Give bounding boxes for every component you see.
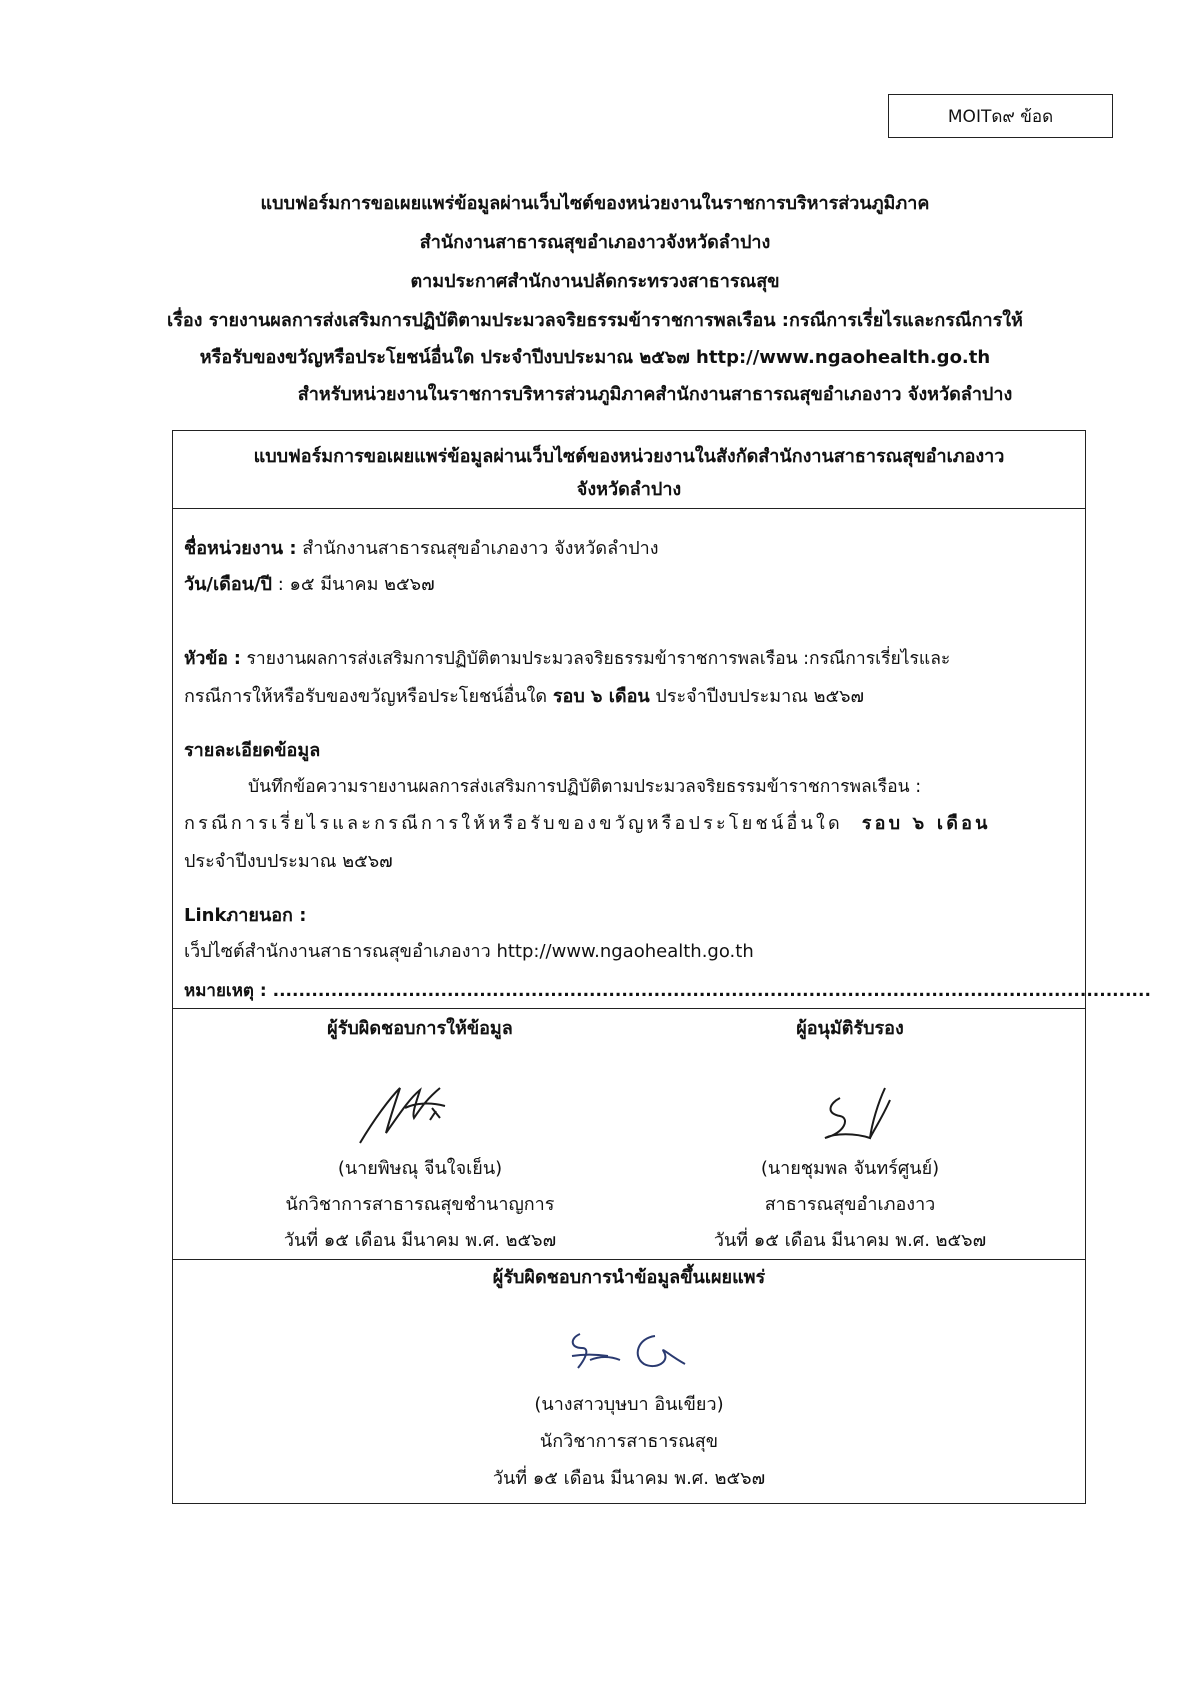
- topic-label: หัวข้อ :: [184, 649, 241, 669]
- detail-line-3: ประจำปีงบประมาณ ๒๕๖๗: [184, 851, 393, 872]
- date-row: [184, 574, 435, 596]
- date-value: : ๑๕ มีนาคม ๒๕๖๗: [277, 574, 435, 595]
- link-label: Linkภายนอก :: [184, 905, 307, 926]
- publisher-position: นักวิชาการสาธารณสุข: [539, 1431, 719, 1452]
- publisher-heading: ผู้รับผิดชอบการนำข้อมูลขึ้นเผยแพร่: [492, 1267, 766, 1288]
- topic-line-2: [184, 686, 864, 708]
- document-code-box: [888, 94, 1113, 138]
- form-title-line-2: จังหวัดลำปาง: [576, 479, 682, 500]
- right-signer-date: วันที่ ๑๕ เดือน มีนาคม พ.ศ. ๒๕๖๗: [713, 1230, 987, 1251]
- detail-period: รอบ ๖ เดือน: [861, 813, 991, 834]
- unit-row: [184, 538, 659, 560]
- header-line-2: สำนักงานสาธารณสุขอำเภองาวจังหวัดลำปาง: [419, 232, 771, 253]
- left-signer-name: (นายพิษณุ จีนใจเย็น): [337, 1158, 503, 1179]
- right-signer-position: สาธารณสุขอำเภองาว: [764, 1194, 936, 1215]
- right-signature-image: [800, 1078, 910, 1148]
- unit-value: สำนักงานสาธารณสุขอำเภองาว จังหวัดลำปาง: [302, 538, 659, 559]
- bottom-signature-image: [560, 1326, 710, 1382]
- form-title-line-1: แบบฟอร์มการขอเผยแพร่ข้อมูลผ่านเว็บไซต์ของหน่วยงานในสังกัดสำนักงานสาธารณสุขอำเภองาว: [253, 446, 1005, 467]
- topic-year: ประจำปีงบประมาณ ๒๕๖๗: [655, 686, 865, 707]
- left-signer-heading: ผู้รับผิดชอบการให้ข้อมูล: [327, 1018, 513, 1039]
- topic-text: รายงานผลการส่งเสริมการปฏิบัติตามประมวลจริยธรรมข้าราชการพลเรือน :กรณีการเรี่ยไรและ: [246, 649, 951, 669]
- left-signature-image: [350, 1078, 460, 1148]
- header-line-3: ตามประกาศสำนักงานปลัดกระทรวงสาธารณสุข: [410, 271, 780, 292]
- header-line-5: หรือรับของขวัญหรือประโยชน์อื่นใด ประจำปีงบประมาณ ๒๕๖๗ http://www.ngaohealth.go.th: [199, 347, 991, 368]
- topic-line-1: [184, 648, 950, 670]
- right-signer-name: (นายชุมพล จันทร์ศูนย์): [760, 1158, 940, 1179]
- divider: [172, 1259, 1086, 1260]
- detail-text: กรณีการเรี่ยไรและกรณีการให้หรือรับของขวัญหรือประโยชน์อื่นใด: [184, 813, 843, 834]
- topic-text: กรณีการให้หรือรับของขวัญหรือประโยชน์อื่นใด: [184, 686, 548, 707]
- document-code: MOITด๙ ข้อด: [947, 106, 1054, 127]
- note-line: หมายเหตุ : ........................................................................................................................................: [184, 981, 1151, 1001]
- header-line-1: แบบฟอร์มการขอเผยแพร่ข้อมูลผ่านเว็บไซต์ของหน่วยงานในราชการบริหารส่วนภูมิภาค: [260, 193, 930, 214]
- publisher-name: (นางสาวบุษบา อินเขียว): [534, 1394, 724, 1415]
- header-line-6: สำหรับหน่วยงานในราชการบริหารส่วนภูมิภาคสำนักงานสาธารณสุขอำเภองาว จังหวัดลำปาง: [297, 384, 1013, 405]
- right-signer-heading: ผู้อนุมัติรับรอง: [796, 1018, 904, 1039]
- detail-line-1: บันทึกข้อความรายงานผลการส่งเสริมการปฏิบัติตามประมวลจริยธรรมข้าราชการพลเรือน :: [248, 777, 922, 797]
- date-label: วัน/เดือน/ปี: [184, 574, 272, 595]
- detail-line-2: [184, 813, 991, 835]
- topic-period: รอบ ๖ เดือน: [552, 686, 650, 707]
- left-signer-position: นักวิชาการสาธารณสุขชำนาญการ: [285, 1194, 555, 1215]
- left-signer-date: วันที่ ๑๕ เดือน มีนาคม พ.ศ. ๒๕๖๗: [283, 1230, 557, 1251]
- header-line-4: เรื่อง รายงานผลการส่งเสริมการปฏิบัติตามประมวลจริยธรรมข้าราชการพลเรือน :กรณีการเรี่ยไรและกรณีการให้: [167, 310, 1023, 331]
- divider: [172, 508, 1086, 509]
- link-value[interactable]: เว็ปไซต์สำนักงานสาธารณสุขอำเภองาว http://www.ngaohealth.go.th: [184, 941, 754, 962]
- divider: [172, 1008, 1086, 1009]
- detail-label: รายละเอียดข้อมูล: [184, 740, 321, 761]
- publisher-date: วันที่ ๑๕ เดือน มีนาคม พ.ศ. ๒๕๖๗: [492, 1468, 766, 1489]
- unit-label: ชื่อหน่วยงาน :: [184, 538, 297, 559]
